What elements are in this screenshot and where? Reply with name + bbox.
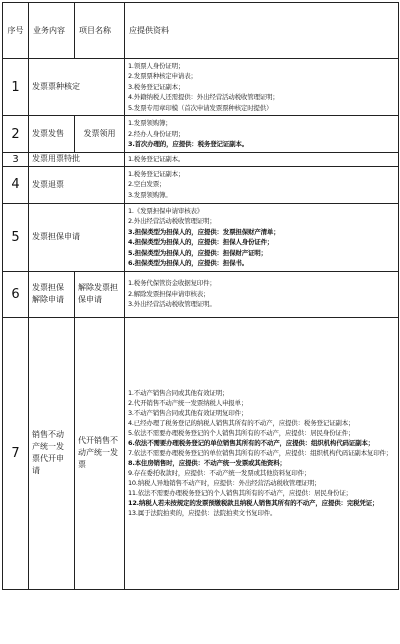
table-row: [3, 153, 399, 167]
material-item: 1.税务登记证副本；: [128, 169, 185, 178]
header-business: 业务内容: [29, 3, 75, 59]
header-materials: 应提供资料: [125, 3, 399, 59]
material-item: 10.纳税人异地销售不动产时，应提供：外出经营活动税收管理证明；: [128, 479, 321, 487]
table-row: [3, 166, 399, 203]
business-content: 发票用票特批: [29, 153, 125, 167]
business-content: 发票票种核定: [29, 59, 125, 116]
material-item: 11.依法不需要办理税务登记的个人销售其所有的不动产，应提供：居民身份证；: [128, 489, 352, 497]
material-item: 1.税务代保管资金收据复印件；: [128, 279, 216, 288]
material-item: 3.外出经营活动税收管理证明。: [128, 300, 216, 309]
business-content: 发票退票: [29, 166, 125, 203]
material-item: 13.属于法院拍卖的，应提供：法院拍卖文书复印件。: [128, 509, 277, 517]
project-name: 解除发票担保申请: [75, 271, 125, 317]
material-item: 4.外籍纳税人还需提供：外出经营活动税收管理证明；: [128, 93, 279, 102]
required-materials: [125, 271, 399, 317]
material-item: 3.首次办理的，应提供：税务登记证副本。: [128, 140, 248, 149]
table-row: [3, 317, 399, 589]
material-item: 7.依法不需要办理税务登记的单位销售其所有的不动产，应提供：组织机构代码证副本复印件；: [128, 449, 393, 457]
material-item: 2.空白发票；: [128, 180, 166, 189]
required-materials: [125, 59, 399, 116]
row-number: 2: [3, 116, 29, 153]
business-content: 发票担保解除申请: [29, 271, 75, 317]
material-item: 8.本住房销售时，应提供：不动产统一发票或其他资料；: [128, 459, 286, 467]
material-item: 2.外出经营活动税收管理证明；: [128, 217, 216, 225]
header-no: 序号: [3, 3, 29, 59]
project-name: 发票领用: [75, 116, 125, 153]
row-number: 4: [3, 166, 29, 203]
material-item: 3.税务登记证副本；: [128, 82, 185, 91]
required-materials: [125, 317, 399, 589]
material-item: 2.解除发票担保申请审核表；: [128, 289, 210, 298]
material-item: 3.担保类型为担保人的，应提供：发票担保财产清单；: [128, 227, 280, 236]
required-materials: [125, 153, 399, 167]
table-row: [3, 271, 399, 317]
material-item: 5.依法不需要办理税务登记的个人销售其所有的不动产，应提供：居民身份证件；: [128, 429, 355, 437]
row-number: 6: [3, 271, 29, 317]
material-item: 6.依法不需要办理税务登记的单位销售其所有的不动产，应提供：组织机构代码证副本；: [128, 439, 374, 447]
material-item: 12.纳税人若未按规定的发票预缴税款且纳税人销售其所有的不动产，应提供：完税凭证；: [128, 499, 379, 507]
material-item: 1.不动产销售合同或其他有效证明；: [128, 389, 229, 397]
header-row: [3, 3, 399, 59]
table-row: [3, 59, 399, 116]
material-item: 3.不动产销售合同或其他有效证明复印件；: [128, 409, 248, 417]
material-item: 5.担保类型为担保人的，应提供：担保财产证明；: [128, 248, 267, 257]
business-content: 发票担保申请: [29, 203, 125, 271]
project-name: 代开销售不动产统一发票: [75, 317, 125, 589]
material-item: 2.发票票种核定申请表；: [128, 72, 197, 81]
table-row: [3, 203, 399, 271]
row-number: 1: [3, 59, 29, 116]
material-item: 6.担保类型为担保人的，应提供：担保书。: [128, 259, 248, 267]
header-project: 项目名称: [75, 3, 125, 59]
material-item: 2.经办人身份证明；: [128, 129, 185, 138]
material-item: 4.担保类型为担保人的，应提供：担保人身份证件；: [128, 238, 274, 246]
business-content: 销售不动产统一发票代开申请: [29, 317, 75, 589]
required-materials: [125, 203, 399, 271]
material-item: 1.领票人身份证明；: [128, 61, 185, 70]
material-item: 1.税务登记证副本。: [128, 155, 185, 163]
material-item: 5.发票专用章印模（首次申请发票票种核定时提供）: [128, 103, 273, 112]
table-row: [3, 116, 399, 153]
row-number: 7: [3, 317, 29, 589]
material-item: 9.存在委托收款时，应提供：不动产统一发票或其他资料复印件；: [128, 469, 311, 477]
row-number: 5: [3, 203, 29, 271]
required-materials: [125, 166, 399, 203]
row-number: 3: [3, 153, 29, 167]
materials-table: [2, 2, 399, 590]
material-item: 2.代开销售不动产统一发票纳税人申报单；: [128, 399, 248, 407]
material-item: 4.已经办理了税务登记的纳税人销售其所有的不动产，应提供：税务登记证副本；: [128, 419, 355, 427]
required-materials: [125, 116, 399, 153]
material-item: 1.《发票担保申请审核表》: [128, 206, 204, 215]
material-item: 1.发票领购簿；: [128, 119, 172, 128]
material-item: 3.发票领购簿。: [128, 190, 172, 199]
business-content: 发票发售: [29, 116, 75, 153]
